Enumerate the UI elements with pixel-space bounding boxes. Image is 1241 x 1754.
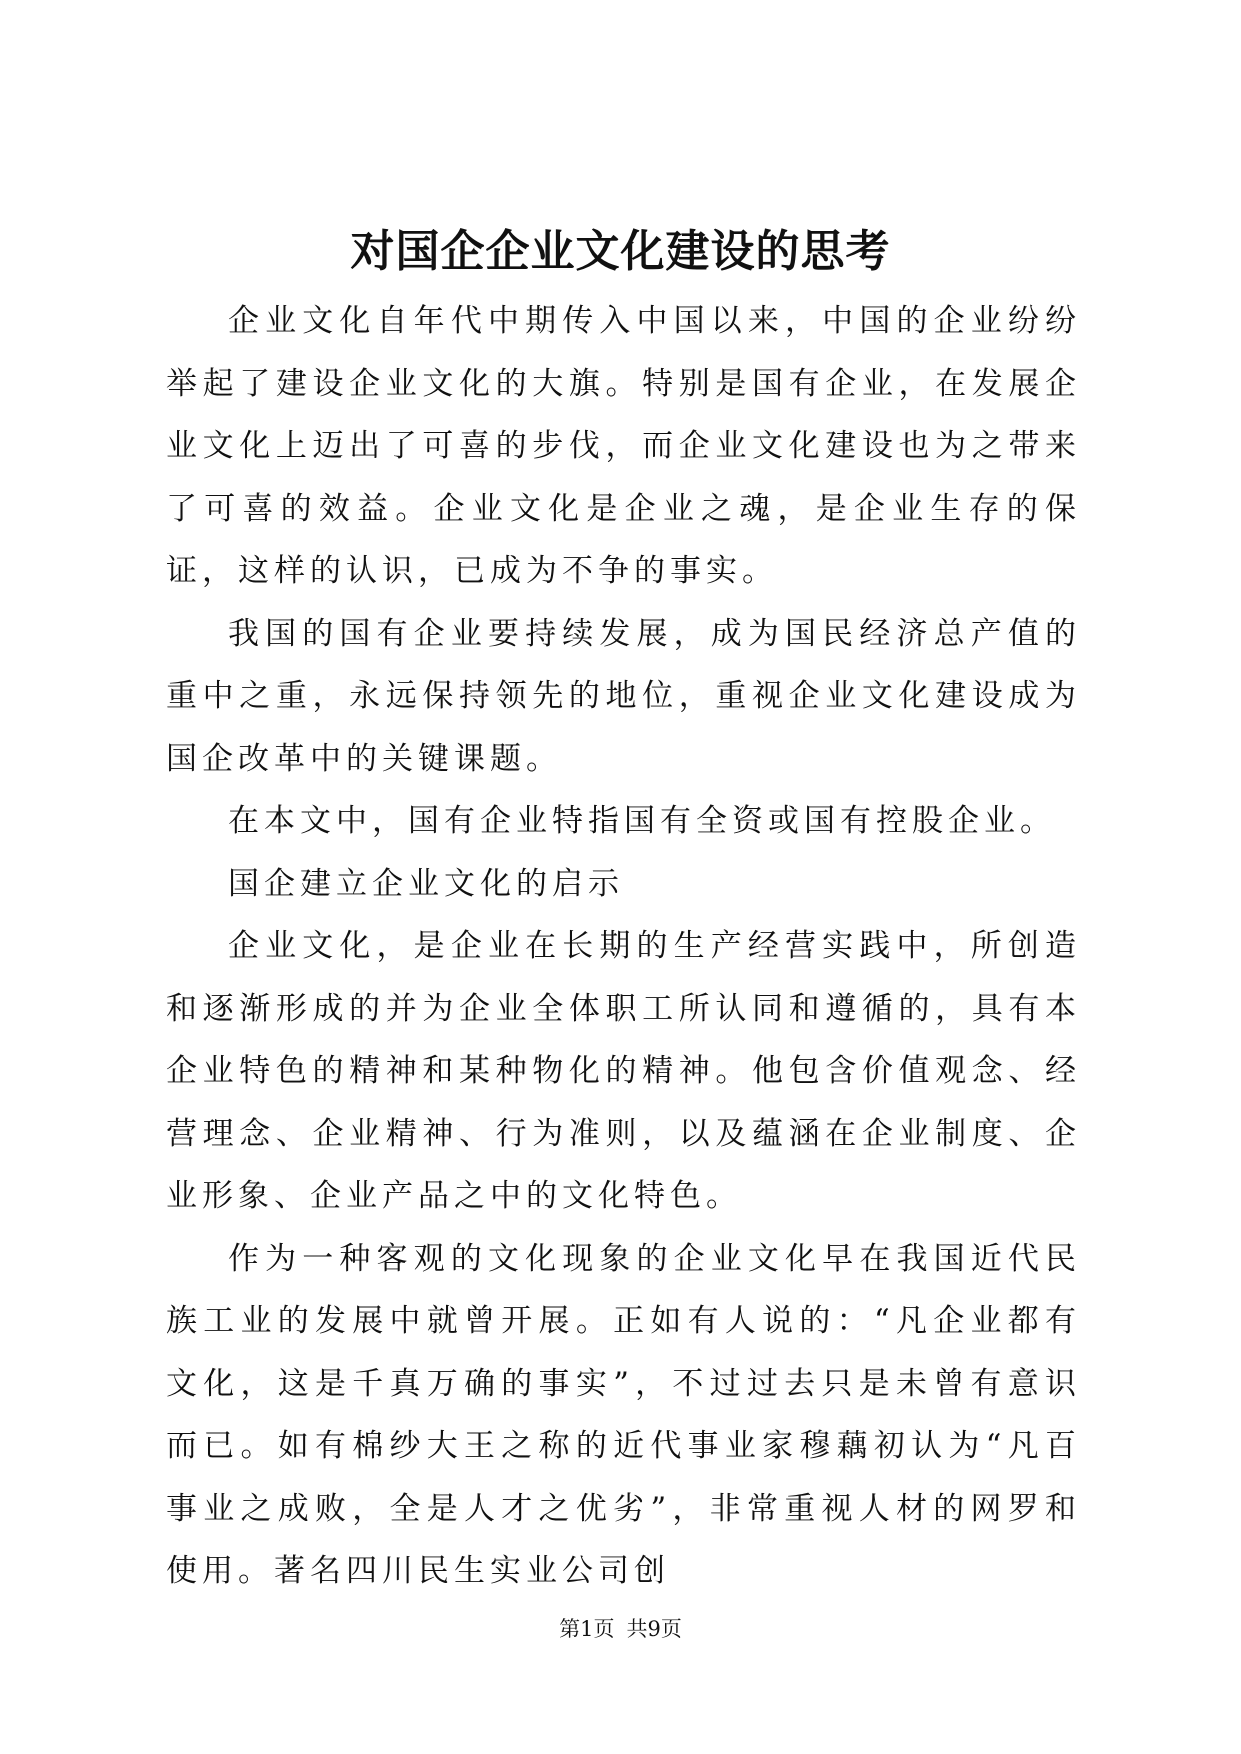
paragraph: 我国的国有企业要持续发展，成为国民经济总产值的重中之重，永远保持领先的地位，重视企业文化建设成为国企改革中的关键课题。 (166, 615, 1081, 777)
section-heading: 国企建立企业文化的启示 (228, 865, 624, 902)
paragraph: 企业文化自年代中期传入中国以来，中国的企业纷纷举起了建设企业文化的大旗。特别是国有企业，在发展企业文化上迈出了可喜的步伐，而企业文化建设也为之带来了可喜的效益。企业文化是企业之魂，是企业生存的保证，这样的认识，已成为不争的事实。 (166, 303, 1081, 589)
document-title: 对国企企业文化建设的思考 (350, 226, 891, 277)
paragraph: 作为一种客观的文化现象的企业文化早在我国近代民族工业的发展中就曾开展。正如有人说的：“凡企业都有文化，这是千真万确的事实”，不过过去只是未曾有意识而已。如有棉纱大王之称的近代事业家穆藕初认为“凡百事业之成败，全是人才之优劣”，非常重视人材的网罗和使用。著名四川民生实业公司创 (166, 1240, 1081, 1589)
paragraph: 企业文化，是企业在长期的生产经营实践中，所创造和逐渐形成的并为企业全体职工所认同和遵循的，具有本企业特色的精神和某种物化的精神。他包含价值观念、经营理念、企业精神、行为准则，以及蕴涵在企业制度、企业形象、企业产品之中的文化特色。 (166, 928, 1081, 1214)
page-number: 第1页 (559, 1617, 615, 1641)
page-footer (0, 1614, 1241, 1644)
page-total: 共9页 (626, 1617, 682, 1641)
paragraph: 在本文中，国有企业特指国有全资或国有控股企业。 (228, 803, 1056, 839)
document-body (166, 290, 1081, 1603)
